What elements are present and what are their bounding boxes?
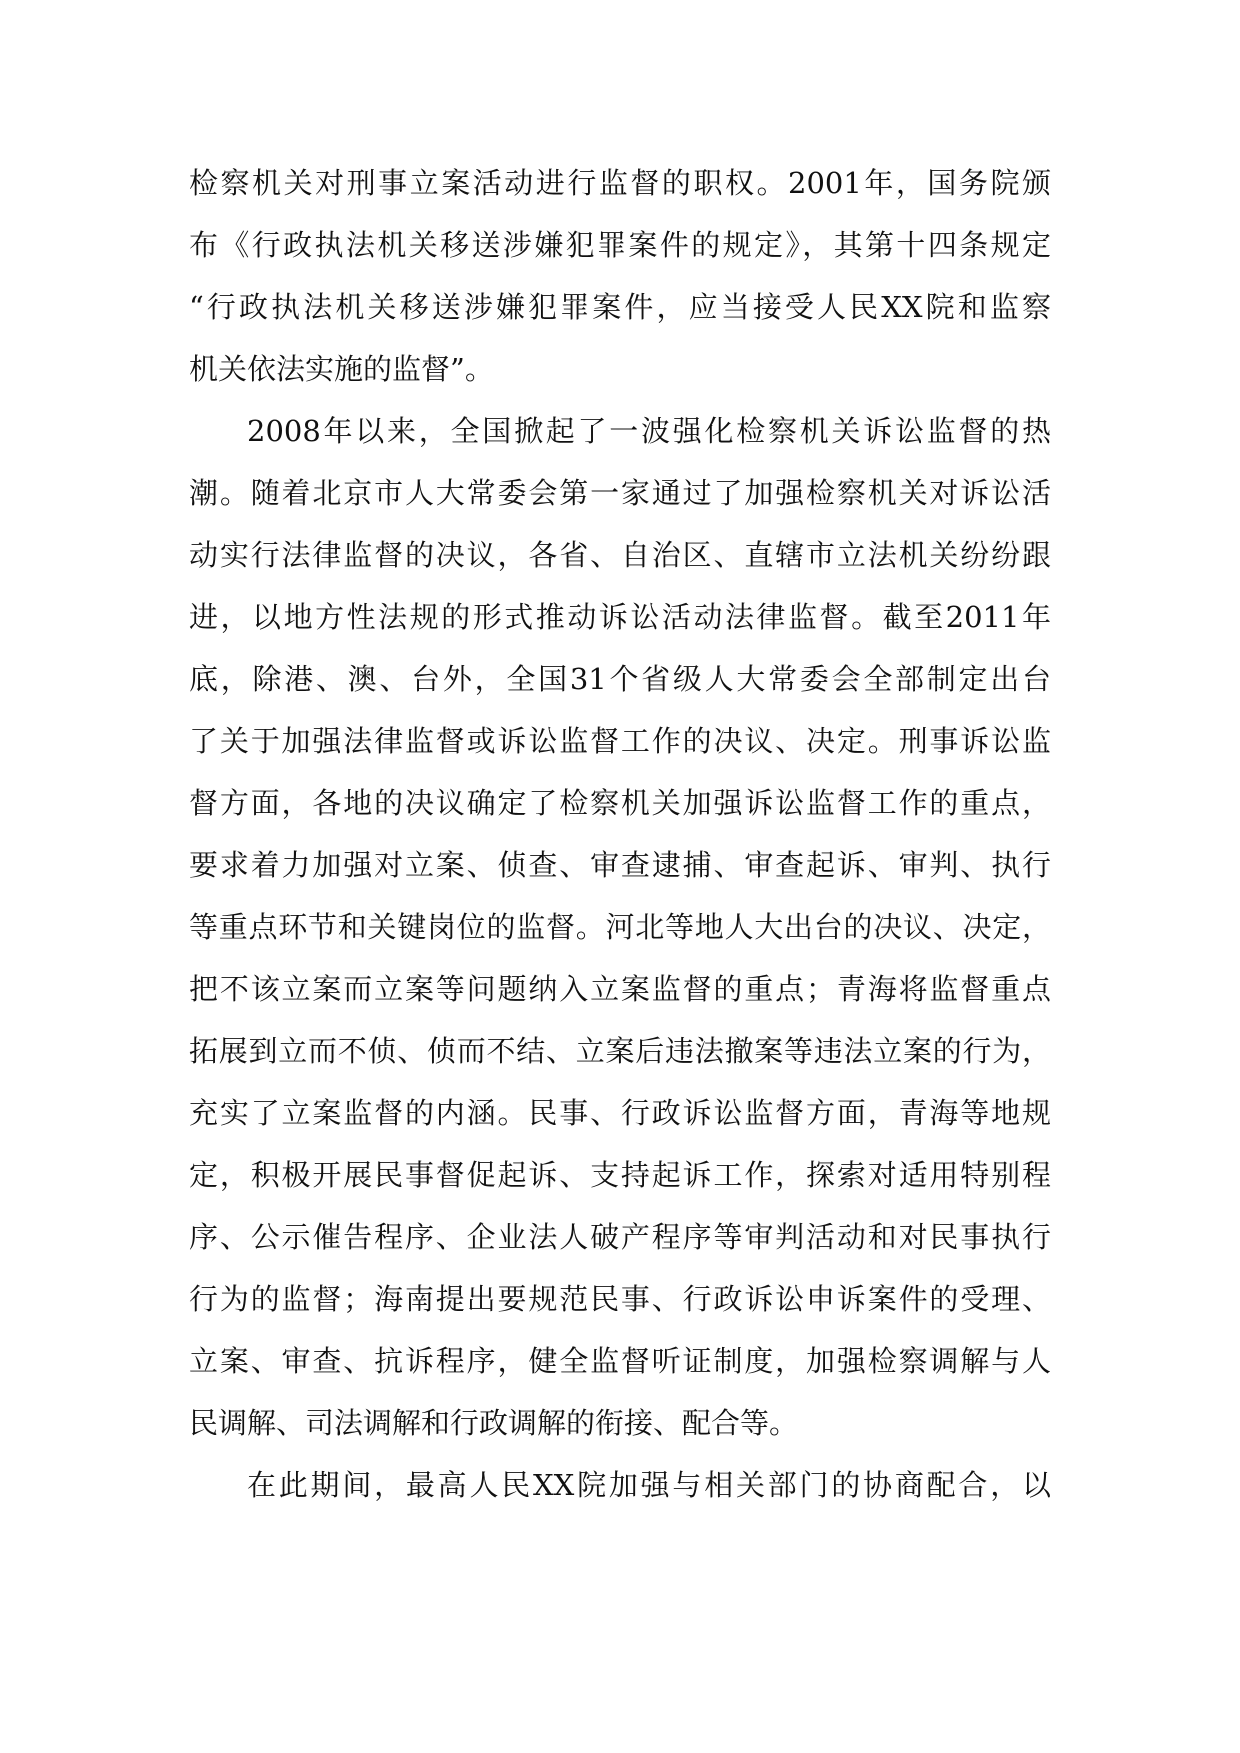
text-line: 拓展到立而不侦、侦而不结、立案后违法撤案等违法立案的行为， bbox=[189, 1034, 1051, 1068]
text-line: 要求着力加强对立案、侦查、审查逮捕、审查起诉、审判、执行 bbox=[189, 848, 1051, 882]
body-text bbox=[189, 152, 1051, 1516]
text-line: “行政执法机关移送涉嫌犯罪案件，应当接受人民XX院和监察 bbox=[189, 290, 1051, 324]
text-line: 民调解、司法调解和行政调解的衔接、配合等。 bbox=[189, 1406, 799, 1440]
paragraph-2 bbox=[189, 400, 1051, 1454]
paragraph-3 bbox=[189, 1454, 1051, 1516]
text-line: 潮。随着北京市人大常委会第一家通过了加强检察机关对诉讼活 bbox=[189, 476, 1051, 510]
text-line: 了关于加强法律监督或诉讼监督工作的决议、决定。刑事诉讼监 bbox=[189, 724, 1051, 758]
text-line: 2008年以来，全国掀起了一波强化检察机关诉讼监督的热 bbox=[247, 414, 1051, 448]
text-line: 充实了立案监督的内涵。民事、行政诉讼监督方面，青海等地规 bbox=[189, 1096, 1051, 1130]
text-line: 动实行法律监督的决议，各省、自治区、直辖市立法机关纷纷跟 bbox=[189, 538, 1051, 572]
text-line: 把不该立案而立案等问题纳入立案监督的重点；青海将监督重点 bbox=[189, 972, 1051, 1006]
paragraph-1 bbox=[189, 152, 1051, 400]
text-line: 立案、审查、抗诉程序，健全监督听证制度，加强检察调解与人 bbox=[189, 1344, 1051, 1378]
text-line: 督方面，各地的决议确定了检察机关加强诉讼监督工作的重点， bbox=[189, 786, 1051, 820]
text-line: 等重点环节和关键岗位的监督。河北等地人大出台的决议、决定， bbox=[189, 910, 1051, 944]
text-line: 检察机关对刑事立案活动进行监督的职权。2001年，国务院颁 bbox=[189, 166, 1051, 200]
text-line: 序、公示催告程序、企业法人破产程序等审判活动和对民事执行 bbox=[189, 1220, 1051, 1254]
text-line: 机关依法实施的监督”。 bbox=[189, 352, 494, 386]
text-line: 定，积极开展民事督促起诉、支持起诉工作，探索对适用特别程 bbox=[189, 1158, 1051, 1192]
text-line: 进，以地方性法规的形式推动诉讼活动法律监督。截至2011年 bbox=[189, 600, 1051, 634]
text-line: 布《行政执法机关移送涉嫌犯罪案件的规定》，其第十四条规定 bbox=[189, 228, 1051, 262]
text-line: 底，除港、澳、台外，全国31个省级人大常委会全部制定出台 bbox=[189, 662, 1051, 696]
text-line: 在此期间，最高人民XX院加强与相关部门的协商配合，以 bbox=[247, 1468, 1051, 1502]
text-line: 行为的监督；海南提出要规范民事、行政诉讼申诉案件的受理、 bbox=[189, 1282, 1051, 1316]
